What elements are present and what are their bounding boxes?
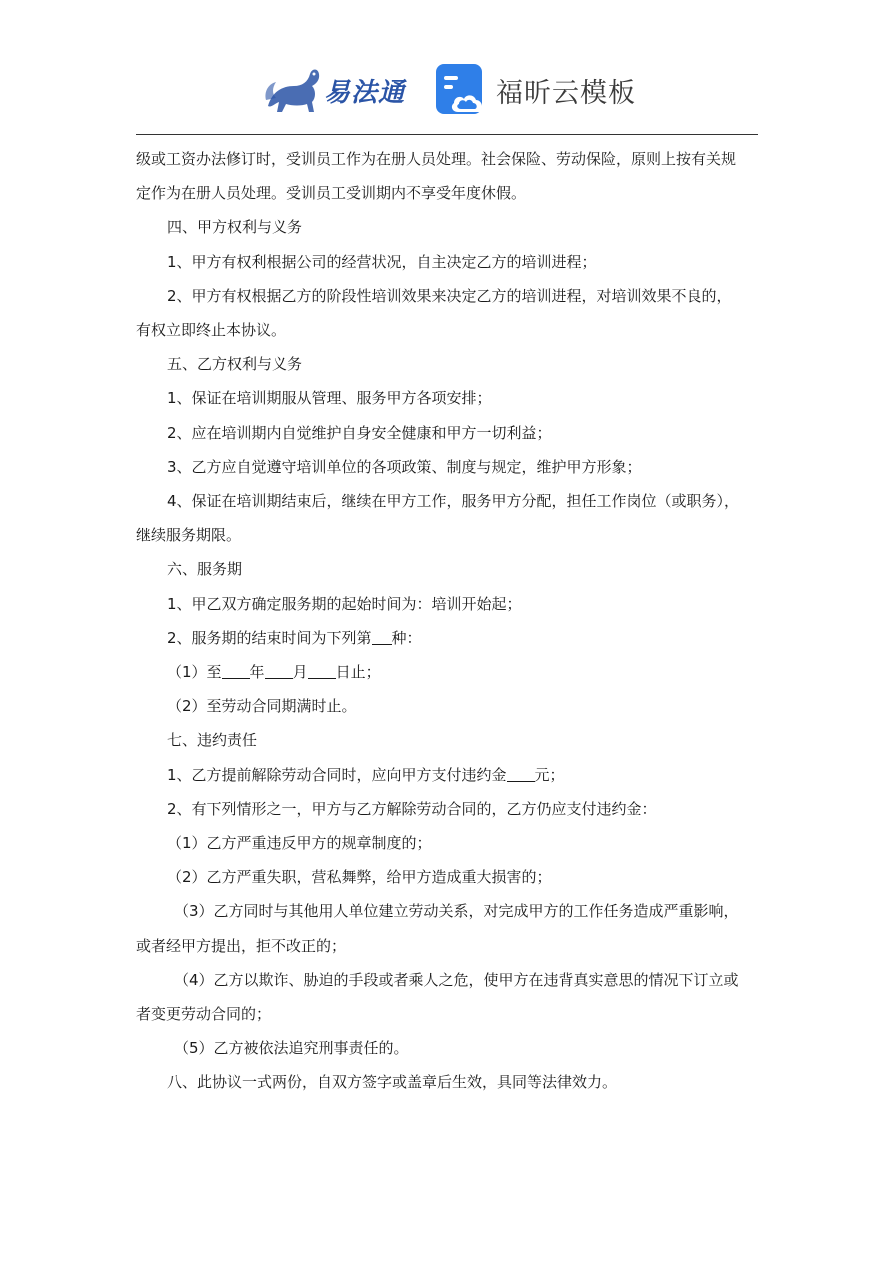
cloud-document-icon (436, 64, 488, 116)
paragraph-line: 有权立即终止本协议。 (136, 321, 287, 340)
text-run: 月 (292, 663, 308, 682)
text-run: 种： (391, 628, 422, 647)
text-run: （1）至 (167, 663, 222, 682)
paragraph-line (136, 621, 766, 655)
section-heading: 五、乙方权利与义务 (167, 355, 303, 374)
paragraph-line: 1、甲乙双方确定服务期的起始时间为：培训开始起； (167, 594, 522, 613)
foxit-template-logo-text: 福昕云模板 (496, 77, 636, 109)
yifatong-logo-text: 易法通 (324, 77, 406, 108)
section-heading: 六、服务期 (167, 560, 243, 579)
fill-in-blank (507, 767, 535, 782)
paragraph-line: 2、甲方有权根据乙方的阶段性培训效果来决定乙方的培训进程，对培训效果不良的， (167, 286, 732, 305)
paragraph-line: 2、有下列情形之一，甲方与乙方解除劳动合同的，乙方仍应支付违约金： (167, 799, 657, 818)
text-run: 1、乙方提前解除劳动合同时，应向甲方支付违约金 (167, 765, 507, 784)
paragraph-line: 4、保证在培训期结束后，继续在甲方工作，服务甲方分配，担任工作岗位（或职务）， (167, 492, 740, 511)
paragraph-line: 1、保证在培训期服从管理、服务甲方各项安排； (167, 389, 492, 408)
fill-in-blank (222, 664, 250, 679)
section-heading: 四、甲方权利与义务 (167, 218, 303, 237)
paragraph-line: 或者经甲方提出，拒不改正的； (136, 936, 347, 955)
paragraph-line: （2）乙方严重失职，营私舞弊，给甲方造成重大损害的； (167, 868, 552, 887)
paragraph-line: （1）乙方严重违反甲方的规章制度的； (167, 834, 432, 853)
paragraph-line: 继续服务期限。 (136, 526, 242, 545)
paragraph-line: （2）至劳动合同期满时止。 (167, 697, 357, 716)
paragraph-line: 3、乙方应自觉遵守培训单位的各项政策、制度与规定，维护甲方形象； (167, 457, 642, 476)
text-run: 日止； (335, 663, 381, 682)
paragraph-line (136, 758, 766, 792)
text-run: 元； (534, 765, 565, 784)
qilin-emblem-icon (262, 62, 324, 118)
paragraph-line: （4）乙方以欺诈、胁迫的手段或者乘人之危，使甲方在违背真实意思的情况下订立或 (174, 970, 739, 989)
fill-in-blank (372, 630, 392, 645)
text-run: 2、服务期的结束时间为下列第 (167, 628, 372, 647)
paragraph-line: 2、应在培训期内自觉维护自身安全健康和甲方一切利益； (167, 423, 552, 442)
paragraph-line: 级或工资办法修订时，受训员工作为在册人员处理。社会保险、劳动保险，原则上按有关规 (136, 150, 737, 168)
section-heading: 七、违约责任 (167, 731, 258, 750)
paragraph-line: 定作为在册人员处理。受训员工受训期内不享受年度休假。 (136, 184, 527, 203)
foxit-template-logo (436, 64, 636, 116)
paragraph-line: 八、此协议一式两份，自双方签字或盖章后生效，具同等法律效力。 (167, 1073, 618, 1092)
paragraph-line: 者变更劳动合同的； (136, 1005, 272, 1024)
document-body (136, 142, 766, 1100)
fill-in-blank (265, 664, 293, 679)
fill-in-blank (308, 664, 336, 679)
header-divider (136, 134, 758, 135)
paragraph-line (136, 655, 766, 689)
paragraph-line: （5）乙方被依法追究刑事责任的。 (174, 1039, 409, 1058)
yifatong-logo (262, 62, 405, 118)
text-run: 年 (249, 663, 265, 682)
paragraph-line: （3）乙方同时与其他用人单位建立劳动关系，对完成甲方的工作任务造成严重影响， (174, 902, 739, 921)
page-header (0, 56, 893, 126)
paragraph-line: 1、甲方有权利根据公司的经营状况，自主决定乙方的培训进程； (167, 252, 597, 271)
